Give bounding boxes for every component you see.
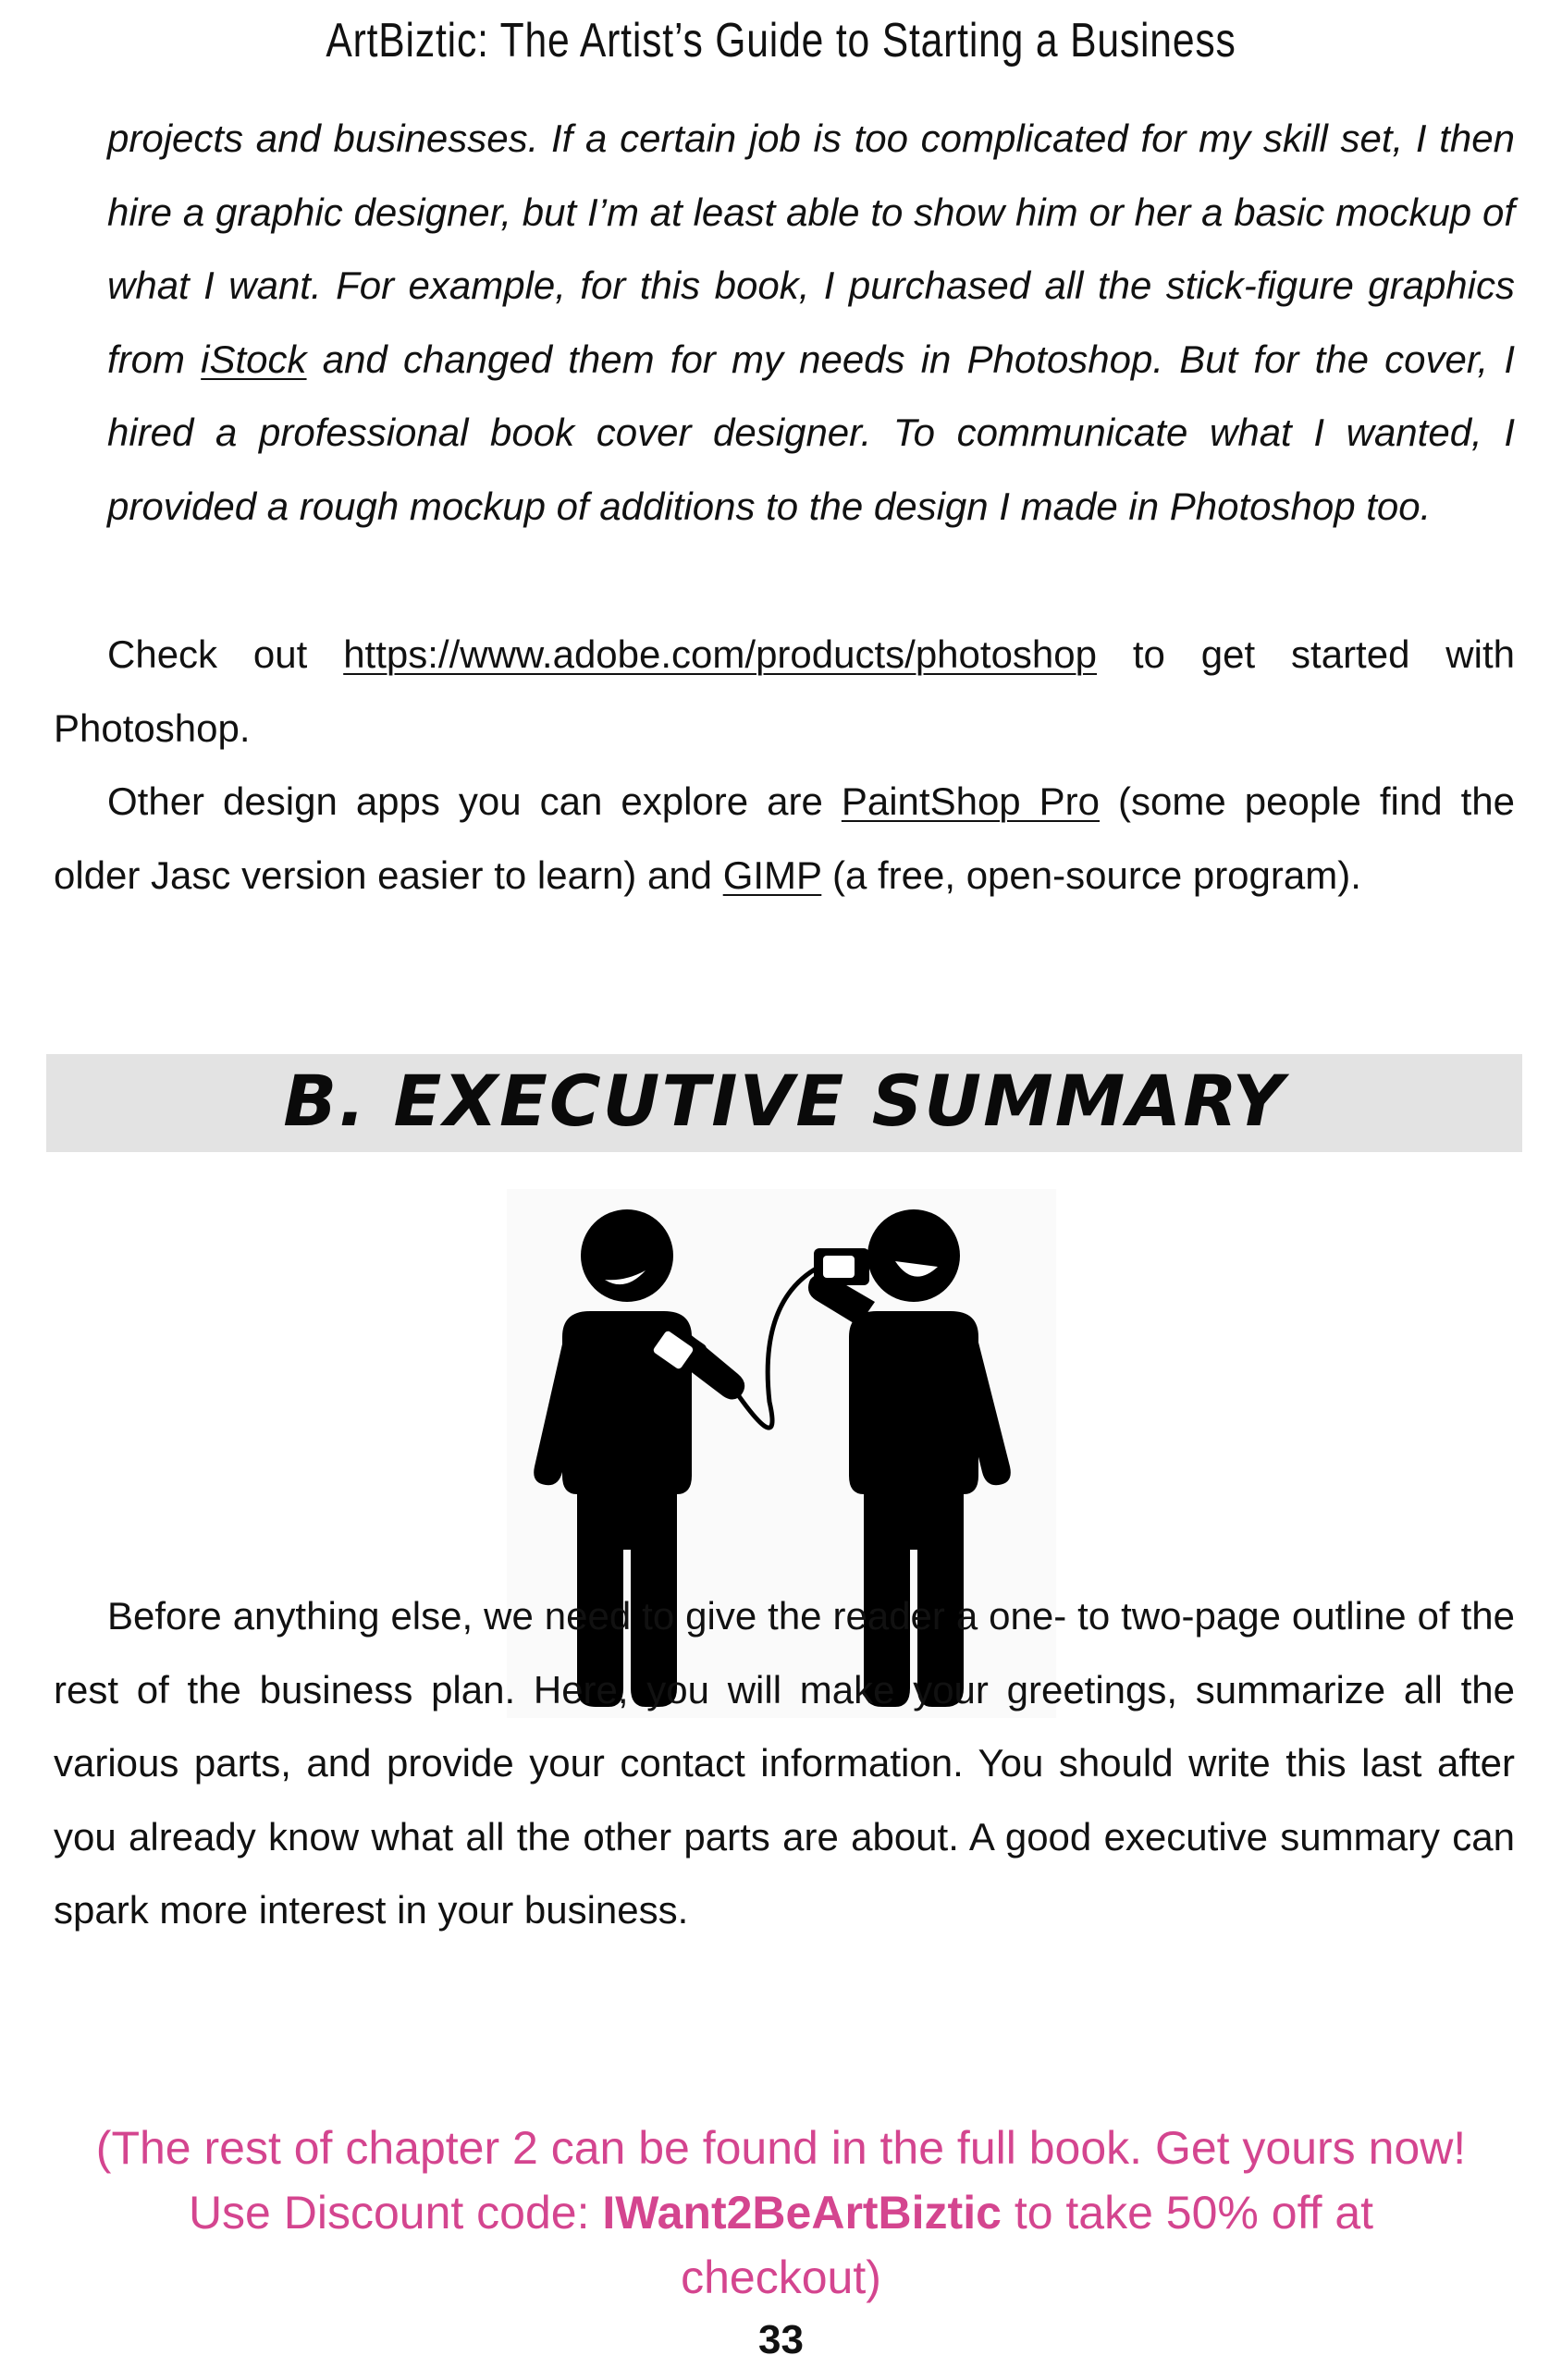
left-head [581,1209,673,1302]
apps-text-before: Other design apps you can explore are [107,779,842,824]
right-head [867,1209,960,1302]
paintshop-link[interactable]: PaintShop Pro [841,779,1101,824]
promo-text-after: to take 50% off at checkout) [681,2187,1374,2303]
italic-paragraph-text [107,102,1515,544]
italic-text-end: and changed them for my needs in Photoshop. But for the cover, I hired a professional book cover designer. To communicate what I wanted, I provided a rough mockup of additions to the design I made in Photoshop too. [107,337,1515,528]
section-heading-band [46,1054,1522,1152]
page-number: 33 [758,2317,804,2362]
body-paragraphs-bottom [54,1579,1515,1947]
photoshop-paragraph [54,618,1515,765]
apps-text-middle: (some people find the older Jasc version easier to learn) and [54,779,1516,897]
gimp-link[interactable]: GIMP [722,853,822,897]
body-paragraphs-top [54,618,1515,912]
discount-code: IWant2BeArtBiztic [602,2187,1002,2239]
running-header: ArtBiztic: The Artist’s Guide to Starting a Business [326,14,1236,67]
istock-link[interactable]: iStock [201,337,307,381]
photoshop-text-after: to get started with Photoshop. [54,632,1515,750]
promo-text-before: (The rest of chapter 2 can be found in the full book. Get yours now! Use Discount code: [95,2122,1467,2239]
photoshop-text-before: Check out [107,632,344,676]
italic-text-start: projects and businesses. If a certain job is too complicated for my skill set, I then hire a graphic designer, but I’m at least able to show him or her a basic mockup of what I want. For example, for this book, I purchased all the stick-figure graphics from [107,117,1515,381]
design-apps-paragraph [54,765,1515,912]
section-heading: B. EXECUTIVE SUMMARY [283,1060,1285,1142]
apps-text-after: (a free, open-source program). [821,853,1361,897]
italic-paragraph [107,102,1515,544]
photoshop-link[interactable]: https://www.adobe.com/products/photoshop [343,632,1098,676]
summary-paragraph: Before anything else, we need to give the reader a one- to two-page outline of the rest of the business plan. Here, you will make your greetings, summarize all the various parts, and provide your contact information. You should write this last after you already know what all the other parts are about. A good executive summary can spark more interest in your business. [54,1594,1515,1932]
phone-string [721,1267,819,1428]
promo-callout [92,2116,1470,2310]
